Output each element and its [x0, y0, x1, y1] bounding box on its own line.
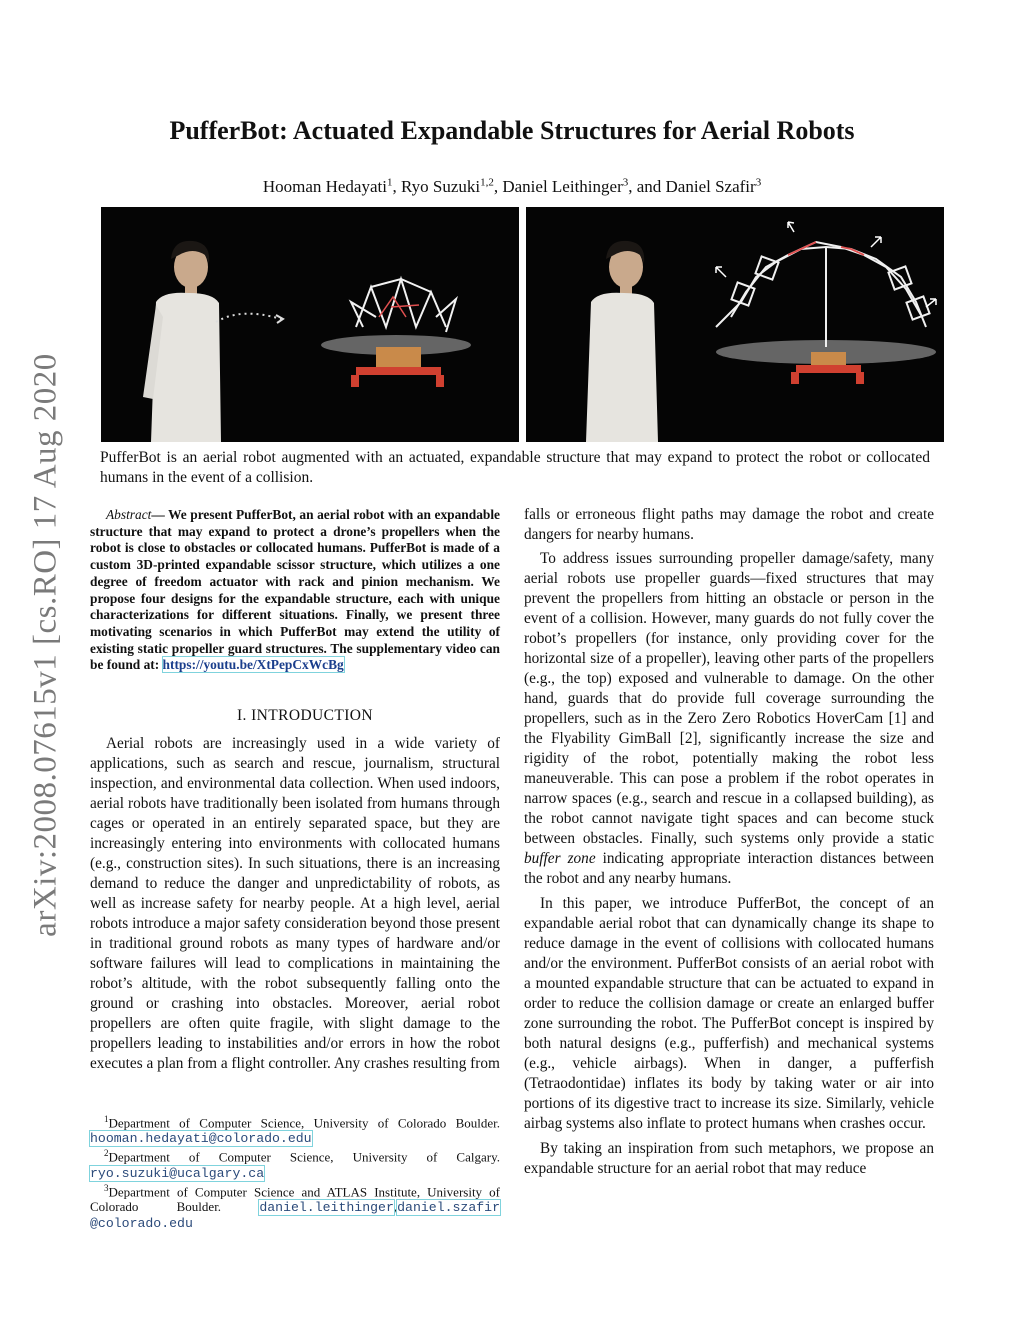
- arxiv-identifier: [26, 345, 66, 945]
- right-paragraph-3: In this paper, we introduce PufferBot, the concept of an expandable aerial robot that can dynamically change its shape to reduce damage in the event of collisions with collocated humans and/or the environment. PufferBot consists of an aerial robot with a mounted expandable structure that can be actuated to expand in order to reduce the collision damage or create an enlarged buffer zone surrounding the robot. The PufferBot concept is inspired by both natural designs (e.g., pufferfish) and mechanical systems (e.g., vehicle airbags). When in danger, a pufferfish (Tetraodontidae) inflates its body by taking water or air into portions of its digestive tract to increase its size. Similarly, vehicle airbag systems also inflate to protect humans when crashes occur.: [524, 895, 934, 1132]
- right-paragraph-2: To address issues surrounding propeller damage/safety, many aerial robots use propeller guards—fixed structures that may prevent the propellers from hitting an obstacle or person in the event of a collision. However, many guards do not fully cover the robot’s propellers (for instance, only providing cover for the horizontal size of a propeller), leaving other parts of the propellers (e.g., the top) exposed and vulnerable to damage. On the other hand, guards that do provide full coverage surrounding the propellers, such as in the Zero Zero Robotics HoverCam [1] and the Flyability GimBall [2], significantly increase the size and rigidity of the robot, potentially making the robot less maneuverable. This can pose a problem if the robot operates in narrow spaces (e.g., search and rescue in a collapsed building), as the robot cannot navigate tight spaces and can become stuck between obstacles. Finally, such systems only provide a static buffer zone indicating appropriate interaction distances between the robot and any nearby humans.: [524, 550, 934, 887]
- author-2: Ryo Suzuki$^{1,2}$,: [400, 176, 503, 196]
- email-link-suzuki[interactable]: ryo.suzuki@ucalgary.ca: [90, 1165, 265, 1181]
- email-link-leithinger[interactable]: daniel.leithinger: [259, 1199, 394, 1215]
- abstract-text: — We present PufferBot, an aerial robot with an expandable structure that may expand to protect a drone’s propellers when the robot is close to obstacles or collocated humans. PufferBot is made of a custom 3D-printed expandable scissor structure, which utilizes a one degree of freedom actuator with rack and pinion mechanism. We propose four designs for the expandable structure, each with unique characterizations for different situations. Finally, we present three motivating scenarios in which PufferBot may extend the utility of existing static propeller guard structures. The supplementary video can be found at:: [90, 507, 500, 673]
- author-1: Hooman Hedayati$^1$,: [262, 176, 401, 196]
- abstract: [90, 507, 500, 674]
- video-link[interactable]: https://youtu.be/XtPepCxWcBg: [162, 657, 344, 673]
- abstract-label: Abstract: [106, 507, 152, 522]
- left-column-body: [90, 734, 500, 1074]
- footnote-1: $^1$Department of Computer Science, University of Colorado Boulder. hooman.hedayati@colorado.edu: [90, 1114, 500, 1147]
- footnotes: [90, 1112, 500, 1231]
- figure-caption: PufferBot is an aerial robot augmented with an actuated, expandable structure that may expand to protect the robot or collocated humans in the event of a collision.: [100, 449, 930, 486]
- author-3: Daniel Leithinger$^3$, and: [502, 176, 666, 196]
- figure-left-photo: [101, 207, 519, 442]
- paper-title: PufferBot: Actuated Expandable Structures for Aerial Robots: [169, 116, 855, 145]
- author-list: [0, 176, 1024, 197]
- email-domain: @colorado.edu: [90, 1215, 193, 1231]
- arxiv-id-text: arXiv:2008.07615v1 [cs.RO] 17 Aug 2020: [27, 353, 64, 937]
- email-link-szafir[interactable]: daniel.szafir: [397, 1199, 501, 1215]
- footnote-2: $^2$Department of Computer Science, University of Calgary. ryo.suzuki@ucalgary.ca: [90, 1148, 500, 1181]
- right-paragraph-1: falls or erroneous flight paths may damage the robot and create dangers for nearby humans.: [524, 506, 934, 543]
- author-4: Daniel Szafir$^3$: [665, 176, 762, 196]
- figure-right-photo: [526, 207, 944, 442]
- section-heading-introduction: I. INTRODUCTION: [236, 707, 373, 724]
- right-paragraph-4: By taking an inspiration from such metaphors, we propose an expandable structure for an aerial robot that may reduce: [524, 1140, 934, 1177]
- right-column-body: [524, 505, 934, 1179]
- email-link-hedayati[interactable]: hooman.hedayati@colorado.edu: [90, 1131, 312, 1147]
- intro-paragraph-1: Aerial robots are increasingly used in a wide variety of applications, such as search and rescue, journalism, structural inspection, and environmental data collection. When used indoors, aerial robots have traditionally been isolated from humans through cages or operated in an entirely separated space, but they are increasingly entering into environments with collocated humans (e.g., construction sites). In such situations, there is an increasing demand to reduce the danger and unpredictability of robots, as well as increase safety for nearby people. At a high level, aerial robots introduce a major safety consideration beyond those present in traditional ground robots as many types of hardware and/or software failures will lead to complications in maintaining the robot’s altitude, with the robot subsequently falling onto the ground or crashing into obstacles. Moreover, aerial robot propellers are often quite fragile, with slight damage to the propellers leading to instabilities and/or errors in how the robot executes a plan from a flight controller. Any crashes resulting from: [90, 735, 500, 1072]
- footnote-3: $^3$Department of Computer Science and ATLAS Institute, University of Colorado Boulder. daniel.leithinger,daniel.szafir @colorado.edu: [90, 1182, 501, 1231]
